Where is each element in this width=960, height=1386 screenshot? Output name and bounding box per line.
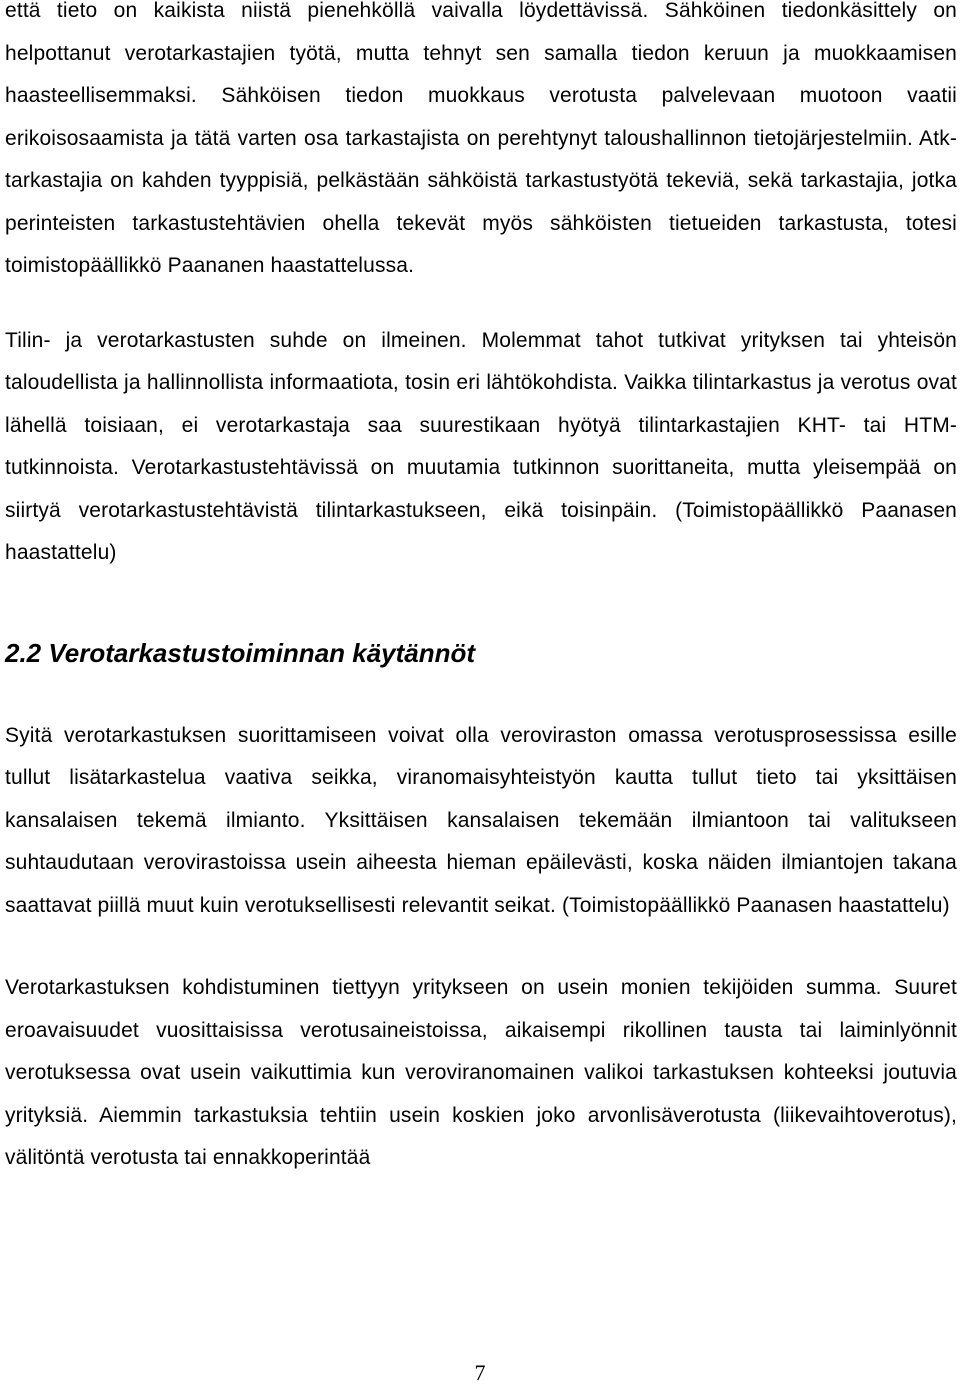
document-page (5, 0, 957, 1180)
body-paragraph: että tieto on kaikista niistä pienehköllä vaivalla löydettävissä. Sähköinen tiedonkäsittely on helpottanut verotarkastajien työtä, mutta tehnyt sen samalla tiedon keruun ja muokkaamisen haasteellisemmaksi. Sähköisen tiedon muokkaus verotusta palvelevaan muotoon vaatii erikoisosaamista ja tätä varten osa tarkastajista on perehtynyt taloushallinnon tietojärjestelmiin. Atk-tarkastajia on kahden tyyppisiä, pelkästään sähköistä tarkastustyötä tekeviä, sekä tarkastajia, jotka perinteisten tarkastustehtävien ohella tekevät myös sähköisten tietueiden tarkastusta, totesi toimistopäällikkö Paananen haastattelussa. (5, 0, 957, 277)
section-heading: 2.2 Verotarkastustoiminnan käytännöt (5, 637, 476, 668)
page-number: 7 (474, 1360, 486, 1385)
body-paragraph: Syitä verotarkastuksen suorittamiseen voivat olla veroviraston omassa verotusprosessissa esille tullut lisätarkastelua vaativa seikka, viranomaisyhteistyön kautta tullut tieto tai yksittäisen kansalaisen tekemä ilmianto. Yksittäisen kansalaisen tekemään ilmiantoon tai valitukseen suhtaudutaan verovirastoissa usein aiheesta hieman epäilevästi, koska näiden ilmiantojen takana saattavat piillä muut kuin verotuksellisesti relevantit seikat. (Toimistopäällikkö Paanasen haastattelu) (5, 723, 957, 917)
body-paragraph: Tilin- ja verotarkastusten suhde on ilmeinen. Molemmat tahot tutkivat yrityksen tai yhteisön taloudellista ja hallinnollista informaatiota, tosin eri lähtökohdista. Vaikka tilintarkastus ja verotus ovat lähellä toisiaan, ei verotarkastaja saa suurestikaan hyötyä tilintarkastajien KHT- tai HTM- tutkinnoista. Verotarkastustehtävissä on muutamia tutkinnon suorittaneita, mutta yleisempää on siirtyä verotarkastustehtävistä tilintarkastukseen, eikä toisinpäin. (Toimistopäällikkö Paanasen haastattelu) (5, 328, 957, 564)
body-paragraph: Verotarkastuksen kohdistuminen tiettyyn yritykseen on usein monien tekijöiden summa. Suuret eroavaisuudet vuosittaisissa verotusaineistoissa, aikaisempi rikollinen tausta tai laiminlyönnit verotuksessa ovat usein vaikuttimia kun veroviranomainen valikoi tarkastuksen kohteeksi joutuvia yrityksiä. Aiemmin tarkastuksia tehtiin usein koskien joko arvonlisäverotusta (liikevaihtoverotus), välitöntä verotusta tai ennakkoperintää (5, 976, 957, 1169)
